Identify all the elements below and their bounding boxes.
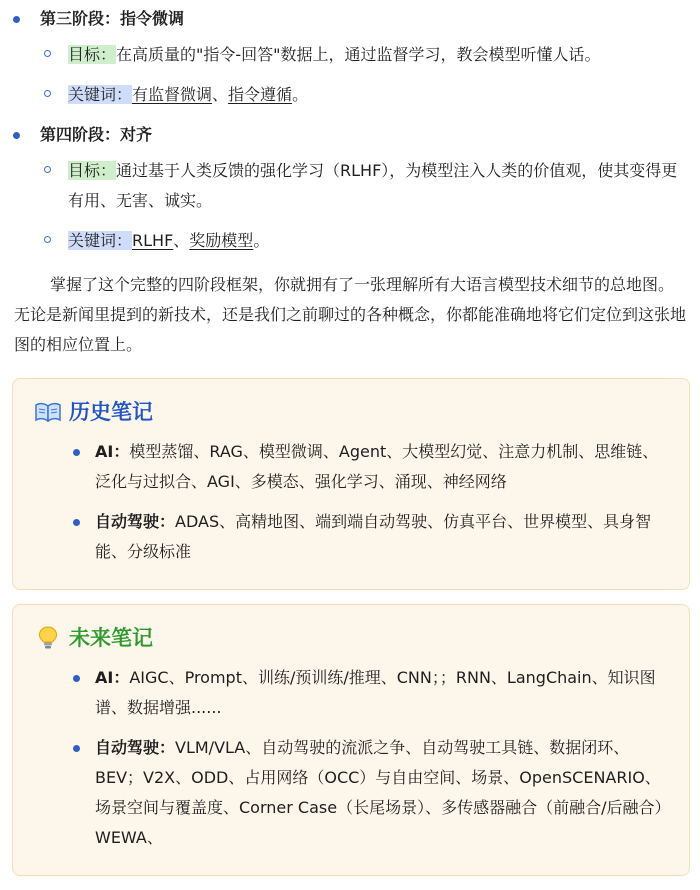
history-notes-heading [33, 395, 669, 429]
item-label: AI： [95, 442, 130, 461]
history-notes-title: 历史笔记 [69, 400, 153, 424]
bullet-dot [73, 519, 80, 526]
open-book-icon [33, 402, 63, 422]
stage4-keywords-item [0, 226, 700, 256]
bullet-dot [13, 132, 20, 139]
bullet-dot [73, 745, 80, 752]
keyword-link[interactable]: 奖励模型 [189, 231, 254, 250]
separator: 、 [173, 231, 190, 250]
goal-text: 通过基于人类反馈的强化学习（RLHF），为模型注入人类的价值观，使其变得更有用、无害、诚实。 [68, 161, 678, 210]
keyword-link[interactable]: 有监督微调 [132, 85, 213, 104]
bullet-ring [44, 236, 51, 243]
list-item [33, 663, 669, 723]
stage3-goal-item [0, 40, 700, 70]
bullet-dot [73, 675, 80, 682]
bullet-ring [44, 50, 51, 57]
history-notes-card [12, 378, 690, 590]
goal-label: 目标： [68, 161, 117, 180]
item-label: 自动驾驶： [95, 512, 176, 531]
keyword-link[interactable]: 指令遵循 [228, 85, 293, 104]
keywords-label: 关键词： [68, 231, 133, 250]
stage3-heading [0, 4, 700, 34]
bullet-ring [44, 90, 51, 97]
stage4-heading [0, 120, 700, 150]
item-label: 自动驾驶： [95, 738, 176, 757]
item-text: 模型蒸馏、RAG、模型微调、Agent、大模型幻觉、注意力机制、思维链、泛化与过拟合、AGI、多模态、强化学习、涌现、神经网络 [95, 442, 659, 491]
item-text: VLM/VLA、自动驾驶的流派之争、自动驾驶工具链、数据闭环、BEV；V2X、ODD、占用网络（OCC）与自由空间、场景、OpenSCENARIO、场景空间与覆盖度、Corner Case（长尾场景）、多传感器融合（前融合/后融合）WEWA、 [95, 738, 663, 847]
article-body [0, 4, 700, 890]
stage3-keywords-item [0, 80, 700, 110]
separator: 、 [212, 85, 229, 104]
period: 。 [292, 85, 309, 104]
stage4-goal-item [0, 156, 700, 216]
list-item [33, 437, 669, 497]
period: 。 [253, 231, 270, 250]
goal-text: 在高质量的"指令-回答"数据上，通过监督学习，教会模型听懂人话。 [116, 45, 601, 64]
keywords-label: 关键词： [68, 85, 133, 104]
stage3-title: 第三阶段：指令微调 [40, 9, 185, 28]
stage4-title: 第四阶段：对齐 [40, 125, 153, 144]
summary-paragraph: 掌握了这个完整的四阶段框架，你就拥有了一张理解所有大语言模型技术细节的总地图。无论是新闻里提到的新技术，还是我们之前聊过的各种概念，你都能准确地将它们定位到这张地图的相应位置上。 [14, 275, 687, 354]
lightbulb-icon [33, 626, 63, 650]
future-notes-title: 未来笔记 [69, 626, 153, 650]
list-item [33, 507, 669, 567]
item-label: AI： [95, 668, 130, 687]
goal-label: 目标： [68, 45, 117, 64]
item-text: AIGC、Prompt、训练/预训练/推理、CNN；；RNN、LangChain、知识图谱、数据增强...... [95, 668, 656, 717]
item-text: ADAS、高精地图、端到端自动驾驶、仿真平台、世界模型、具身智能、分级标准 [95, 512, 652, 561]
list-item [33, 733, 669, 853]
bullet-dot [13, 16, 20, 23]
future-notes-heading [33, 621, 669, 655]
future-notes-card [12, 604, 690, 876]
bullet-ring [44, 166, 51, 173]
keyword-link[interactable]: RLHF [132, 231, 174, 250]
bullet-dot [73, 449, 80, 456]
